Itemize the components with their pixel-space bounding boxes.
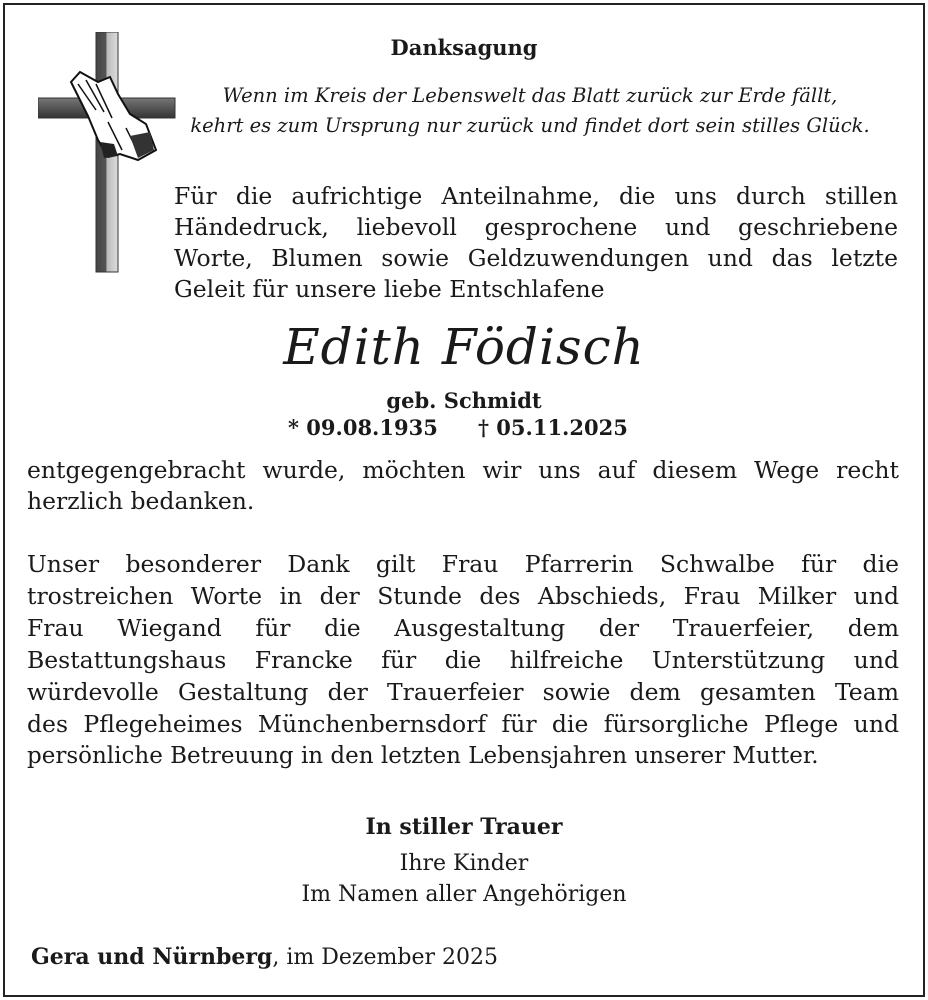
- text-line: des Pflegeheimes Münchenbernsdorf für die fürsorgliche Pflege und: [27, 710, 899, 738]
- footer: [31, 944, 498, 970]
- birth-name: geb. Schmidt: [386, 388, 542, 413]
- text-line: Geleit für unsere liebe Entschlafene: [174, 275, 605, 303]
- text-line: Für die aufrichtige Anteilnahme, die uns durch stillen: [174, 182, 898, 210]
- notice-title: Danksagung: [390, 35, 538, 60]
- cross-with-praying-hands-icon: [38, 32, 176, 274]
- text-line: Worte, Blumen sowie Geldzuwendungen und das letzte: [174, 244, 898, 272]
- death-date: † 05.11.2025: [478, 415, 628, 440]
- text-line: persönliche Betreuung in den letzten Lebensjahren unserer Mutter.: [27, 743, 819, 769]
- text-line: Frau Wiegand für die Ausgestaltung der Trauerfeier, dem: [27, 614, 899, 642]
- motto-line: Wenn im Kreis der Lebenswelt das Blatt zurück zur Erde fällt,: [222, 84, 838, 107]
- text-line: Händedruck, liebevoll gesprochene und geschriebene: [174, 213, 898, 241]
- text-line: trostreichen Worte in der Stunde des Abschieds, Frau Milker und: [27, 582, 899, 610]
- footer-place: Gera und Nürnberg: [31, 944, 273, 970]
- text-line: entgegengebracht wurde, möchten wir uns auf diesem Wege recht: [27, 456, 899, 484]
- motto-line: kehrt es zum Ursprung nur zurück und findet dort sein stilles Glück.: [190, 114, 870, 137]
- deceased-name: Edith Födisch: [283, 318, 645, 376]
- text-line: Unser besonderer Dank gilt Frau Pfarrerin Schwalbe für die: [27, 550, 899, 578]
- text-line: Bestattungshaus Francke für die hilfreiche Unterstützung und: [27, 646, 899, 674]
- text-line: herzlich bedanken.: [27, 487, 255, 515]
- birth-date: * 09.08.1935: [288, 415, 438, 440]
- signature-line: Im Namen aller Angehörigen: [301, 882, 627, 907]
- footer-date: , im Dezember 2025: [272, 945, 498, 970]
- signature-line: Ihre Kinder: [399, 851, 529, 876]
- text-line: würdevolle Gestaltung der Trauerfeier sowie dem gesamten Team: [27, 678, 899, 706]
- signature-heading: In stiller Trauer: [365, 814, 563, 840]
